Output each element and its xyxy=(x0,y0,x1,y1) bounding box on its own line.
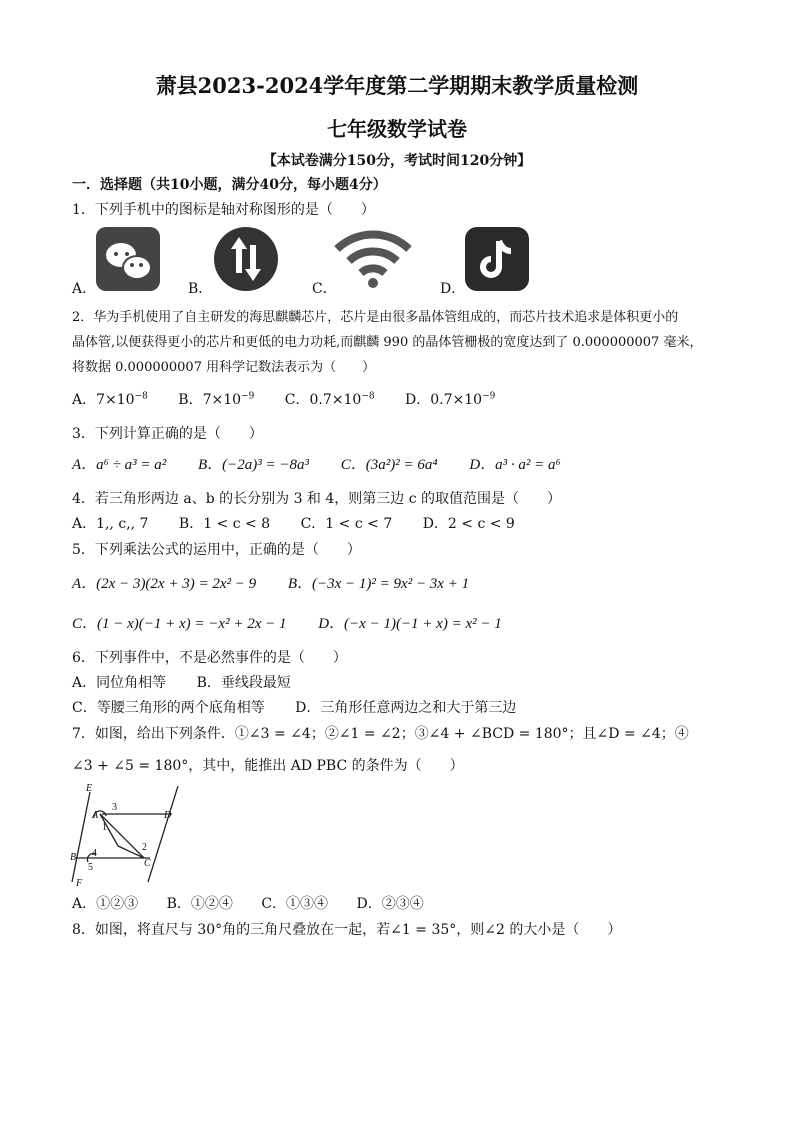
fig-label-c: C xyxy=(144,858,151,869)
section-heading: 一．选择题（共10小题，满分40分，每小题4分） xyxy=(72,177,387,193)
q3-option-b: B．(−2a)³ = −8a³ xyxy=(197,457,309,473)
fig-label-f: F xyxy=(76,878,83,889)
q2-option-b: B．$7\times 10^{-9}$ xyxy=(178,391,255,408)
question-3: 3．下列计算正确的是（ ） xyxy=(72,426,263,442)
fig-label-b: B xyxy=(70,852,77,863)
q3-option-d: D．a³ · a² = a⁶ xyxy=(469,457,561,473)
question-2-line-1: 2．华为手机使用了自主研发的海思麒麟芯片，芯片是由很多晶体管组成的，而芯片技术追求是体积更小的 xyxy=(72,310,679,325)
wifi-icon xyxy=(333,227,413,291)
q2-option-a: A．$7\times 10^{-8}$ xyxy=(72,391,148,408)
parallel-lines-figure xyxy=(68,782,188,890)
fig-label-2: 2 xyxy=(142,842,147,853)
question-6-options-ab xyxy=(72,672,291,692)
q1-option-d: D． xyxy=(440,281,466,297)
question-8: 8．如图，将直尺与 30°角的三角尺叠放在一起，若∠1 = 35°，则∠2 的大小是（ ） xyxy=(72,922,622,938)
question-2-line-2: 晶体管,以便获得更小的芯片和更低的电力功耗,而麒麟 990 的晶体管栅极的宽度达到了 0.000000007 毫米， xyxy=(72,335,703,350)
q6-option-b: B．垂线段最短 xyxy=(196,675,291,691)
q7-option-c: C．①③④ xyxy=(261,896,329,912)
q2-option-c: C．$0.7\times 10^{-8}$ xyxy=(284,391,375,408)
question-2-line-3: 将数据 0.000000007 用科学记数法表示为（ ） xyxy=(72,360,376,375)
q7-option-a: A．①②③ xyxy=(72,896,139,912)
question-2-options xyxy=(72,389,495,409)
question-5: 5．下列乘法公式的运用中，正确的是（ ） xyxy=(72,542,361,558)
exam-note: 【本试卷满分150分，考试时间120分钟】 xyxy=(262,153,532,169)
fig-label-1: 1 xyxy=(102,822,107,833)
q7-option-d: D．②③④ xyxy=(356,896,424,912)
fig-label-d: D xyxy=(164,810,172,821)
question-4-options xyxy=(72,513,515,533)
question-6-options-cd xyxy=(72,697,516,717)
fig-label-5: 5 xyxy=(88,862,93,873)
q5-option-c: C．(1 − x)(−1 + x) = −x² + 2x − 1 xyxy=(72,616,287,632)
tiktok-icon xyxy=(465,227,529,291)
sync-arrows-icon xyxy=(214,227,278,291)
question-7-options xyxy=(72,893,424,913)
question-7-line-2: ∠3 + ∠5 = 180°，其中，能推出 AD PBC 的条件为（ ） xyxy=(72,758,464,774)
q4-option-c: C．1 < c < 7 xyxy=(300,516,393,532)
question-6: 6．下列事件中，不是必然事件的是（ ） xyxy=(72,650,347,666)
exam-subtitle: 七年级数学试卷 xyxy=(327,117,467,141)
q4-option-b: B．1 < c < 8 xyxy=(178,516,271,532)
q3-option-a: A．a⁶ ÷ a³ = a² xyxy=(72,457,167,473)
q5-option-d: D．(−x − 1)(−1 + x) = x² − 1 xyxy=(318,616,502,632)
q1-option-a: A． xyxy=(72,281,97,297)
q4-option-a: A．1,, c,, 7 xyxy=(72,516,149,532)
question-5-options-cd xyxy=(72,612,502,633)
q1-option-c: C． xyxy=(312,281,337,297)
q4-option-d: D．2 < c < 9 xyxy=(422,516,515,532)
q3-option-c: C．(3a²)² = 6a⁴ xyxy=(340,457,438,473)
question-1: 1．下列手机中的图标是轴对称图形的是（ ） xyxy=(72,202,375,218)
q1-option-b: B． xyxy=(188,281,213,297)
question-7-line-1: 7．如图，给出下列条件．①∠3 = ∠4；②∠1 = ∠2；③∠4 + ∠BCD = 180°；且∠D = ∠4；④ xyxy=(72,726,689,742)
question-5-options-ab xyxy=(72,572,469,593)
q7-option-b: B．①②④ xyxy=(166,896,233,912)
fig-label-e: E xyxy=(86,783,93,794)
question-4: 4．若三角形两边 a、b 的长分别为 3 和 4，则第三边 c 的取值范围是（ ） xyxy=(72,491,562,507)
fig-label-4: 4 xyxy=(92,848,97,859)
q6-option-a: A．同位角相等 xyxy=(72,675,167,691)
fig-label-3: 3 xyxy=(112,802,117,813)
q5-option-a: A．(2x − 3)(2x + 3) = 2x² − 9 xyxy=(72,576,257,592)
exam-title: 萧县2023-2024学年度第二学期期末教学质量检测 xyxy=(155,73,639,98)
wechat-icon xyxy=(96,227,160,291)
q5-option-b: B．(−3x − 1)² = 9x² − 3x + 1 xyxy=(287,576,470,592)
q2-option-d: D．$0.7\times 10^{-9}$ xyxy=(405,391,496,408)
q6-option-d: D．三角形任意两边之和大于第三边 xyxy=(295,700,517,716)
question-3-options xyxy=(72,453,561,474)
fig-label-a: A xyxy=(92,810,99,821)
q6-option-c: C．等腰三角形的两个底角相等 xyxy=(72,700,265,716)
